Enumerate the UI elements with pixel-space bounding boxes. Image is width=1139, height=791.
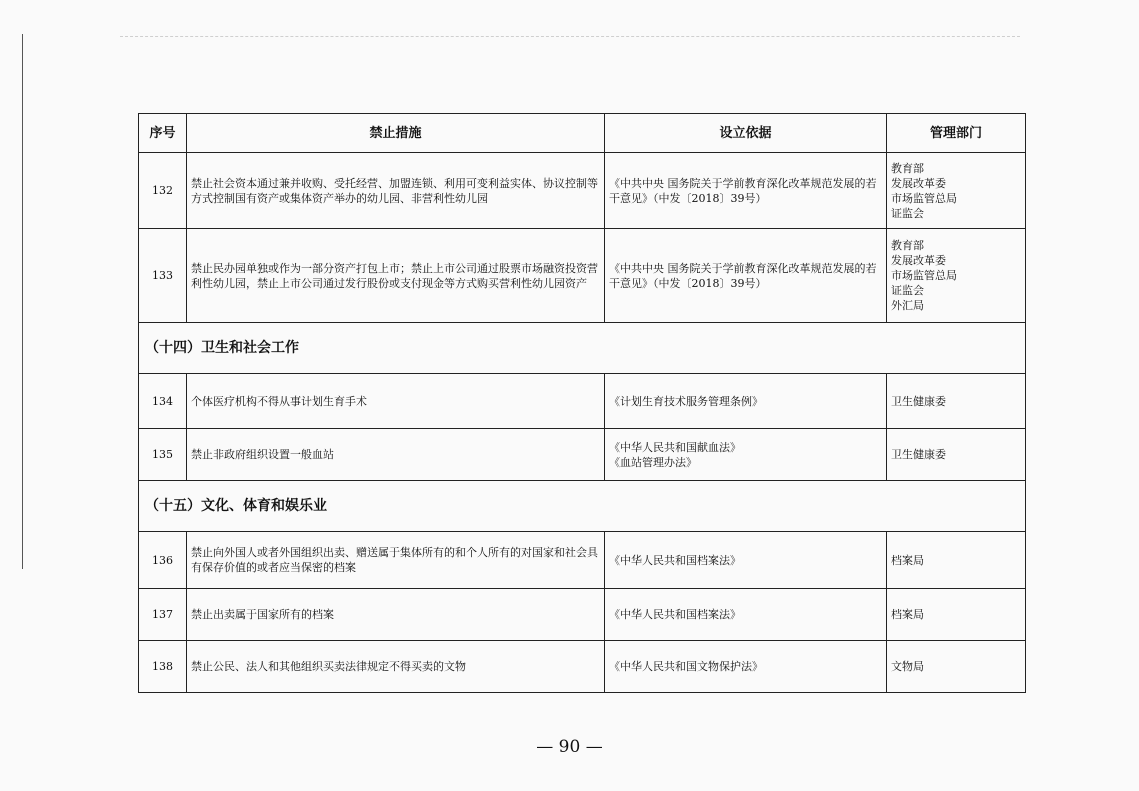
row-dept [887, 532, 1026, 589]
basis-line: 《中共中央 国务院关于学前教育深化改革规范发展的若干意见》（中发〔2018〕39号） [609, 176, 877, 205]
dept-line: 发展改革委 [891, 254, 946, 267]
row-measure: 个体医疗机构不得从事计划生育手术 [187, 374, 605, 429]
section-title: （十五）文化、体育和娱乐业 [139, 481, 1026, 532]
row-dept [887, 429, 1026, 481]
row-dept [887, 589, 1026, 641]
row-basis [605, 429, 887, 481]
basis-line: 《计划生育技术服务管理条例》 [609, 394, 763, 408]
table-row [139, 374, 1026, 429]
row-seq: 133 [139, 229, 187, 323]
row-seq: 138 [139, 641, 187, 693]
row-measure: 禁止民办园单独或作为一部分资产打包上市；禁止上市公司通过股票市场融资投资营利性幼儿园，禁止上市公司通过发行股份或支付现金等方式购买营利性幼儿园资产 [187, 229, 605, 323]
dept-line: 市场监管总局 [891, 269, 957, 282]
basis-line: 《中华人民共和国文物保护法》 [609, 660, 763, 673]
table-row [139, 229, 1026, 323]
row-dept [887, 374, 1026, 429]
dept-line: 教育部 [891, 161, 924, 175]
page-number: — 90 — [536, 737, 603, 757]
row-seq: 137 [139, 589, 187, 641]
row-measure: 禁止向外国人或者外国组织出卖、赠送属于集体所有的和个人所有的对国家和社会具有保存价值的或者应当保密的档案 [187, 532, 605, 589]
dept-line: 档案局 [891, 553, 924, 567]
table-row [139, 589, 1026, 641]
row-basis [605, 153, 887, 229]
table-row [139, 153, 1026, 229]
row-measure: 禁止出卖属于国家所有的档案 [187, 589, 605, 641]
dept-line: 教育部 [891, 239, 924, 252]
row-seq: 136 [139, 532, 187, 589]
dept-line: 市场监管总局 [891, 191, 957, 205]
row-measure: 禁止非政府组织设置一般血站 [187, 429, 605, 481]
dept-line: 证监会 [891, 206, 924, 220]
prohibition-table [138, 113, 1026, 693]
row-seq: 135 [139, 429, 187, 481]
section-title: （十四）卫生和社会工作 [139, 323, 1026, 374]
basis-line: 《中华人民共和国献血法》 [609, 440, 741, 454]
row-measure: 禁止公民、法人和其他组织买卖法律规定不得买卖的文物 [187, 641, 605, 693]
row-seq: 134 [139, 374, 187, 429]
basis-line: 《中华人民共和国档案法》 [609, 553, 741, 567]
section-row [139, 481, 1026, 532]
row-basis [605, 532, 887, 589]
dept-line: 文物局 [891, 660, 924, 673]
row-basis [605, 229, 887, 323]
row-basis [605, 374, 887, 429]
row-basis [605, 641, 887, 693]
table-row [139, 532, 1026, 589]
dept-line: 卫生健康委 [891, 448, 946, 461]
section-row [139, 323, 1026, 374]
dept-line: 外汇局 [891, 299, 924, 312]
binding-line [22, 34, 23, 569]
table-row [139, 641, 1026, 693]
dept-line: 档案局 [891, 608, 924, 621]
table-row [139, 429, 1026, 481]
basis-line: 《中华人民共和国档案法》 [609, 608, 741, 621]
top-rule [120, 36, 1020, 37]
basis-line: 《血站管理办法》 [609, 455, 697, 469]
row-dept [887, 153, 1026, 229]
header-measure: 禁止措施 [187, 114, 605, 153]
row-measure: 禁止社会资本通过兼并收购、受托经营、加盟连锁、利用可变利益实体、协议控制等方式控制国有资产或集体资产举办的幼儿园、非营利性幼儿园 [187, 153, 605, 229]
table-header-row [139, 114, 1026, 153]
row-seq: 132 [139, 153, 187, 229]
row-dept [887, 229, 1026, 323]
dept-line: 卫生健康委 [891, 394, 946, 408]
basis-line: 《中共中央 国务院关于学前教育深化改革规范发展的若干意见》（中发〔2018〕39号） [609, 261, 877, 290]
row-dept [887, 641, 1026, 693]
header-basis: 设立依据 [605, 114, 887, 153]
header-dept: 管理部门 [887, 114, 1026, 153]
dept-line: 证监会 [891, 284, 924, 297]
dept-line: 发展改革委 [891, 176, 946, 190]
header-seq: 序号 [139, 114, 187, 153]
row-basis [605, 589, 887, 641]
